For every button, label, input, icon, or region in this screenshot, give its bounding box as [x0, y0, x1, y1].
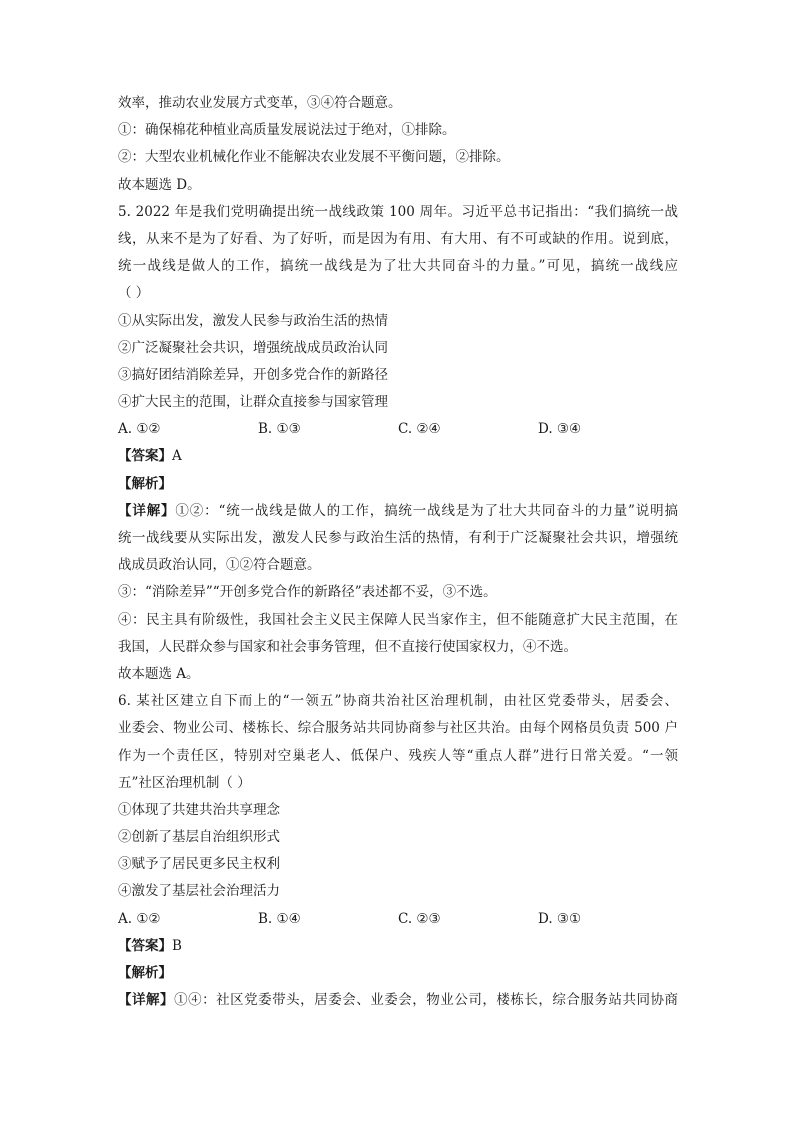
q5-stem-line: 5. 2022 年是我们党明确提出统一战线政策 100 周年。习近平总书记指出：“我们搞统一战	[118, 203, 678, 220]
detail-tag: 【详解】	[118, 502, 176, 519]
q5-stem-line: （ ）	[118, 285, 150, 302]
document-body	[118, 90, 678, 1014]
q6-detail-line	[118, 987, 678, 1014]
q5-statement: ②广泛凝聚社会共识，增强统战成员政治认同	[118, 339, 388, 356]
q5-answer	[118, 443, 678, 470]
q5-statement: ①从实际出发，激发人民参与政治生活的热情	[118, 312, 388, 329]
q5-options	[118, 416, 678, 443]
answer-tag: 【答案】	[118, 937, 172, 954]
q6-stem-line: 6. 某社区建立自下而上的“一领五”协商共治社区治理机制，由社区党委带头，居委会、	[118, 693, 678, 710]
detail-tag: 【详解】	[118, 992, 175, 1009]
text-line: 效率，推动农业发展方式变革，③④符合题意。	[118, 95, 402, 111]
q6-option-b: B. ①④	[258, 910, 301, 927]
q5-statement: ④扩大民主的范围，让群众直接参与国家管理	[118, 394, 388, 411]
q6-analysis-tag: 【解析】	[118, 965, 172, 981]
q6-stem-line: 业委会、物业公司、楼栋长、综合服务站共同协商参与社区共治。由每个网格员负责 500 户	[118, 720, 678, 737]
q6-option-c: C. ②③	[398, 910, 441, 927]
detail-text: ①④：社区党委带头，居委会、业委会，物业公司，楼栋长，综合服务站共同协商	[174, 992, 678, 1009]
answer-value: B	[172, 937, 182, 954]
q5-analysis-tag: 【解析】	[118, 475, 172, 492]
q5-detail-line: 故本题选 A。	[118, 665, 200, 682]
q5-detail-line	[118, 498, 678, 525]
q5-detail-line: ③：“消除差异”“开创多党合作的新路径”表述都不妥，③不选。	[118, 584, 497, 601]
q5-detail-line: 我国，人民群众参与国家和社会事务管理，但不直接行使国家权力，④不选。	[118, 638, 577, 655]
text-line: 故本题选 D。	[118, 176, 201, 193]
q5-stem-line: 线，从来不是为了好看、为了好听，而是因为有用、有大用、有不可或缺的作用。说到底，	[118, 230, 678, 247]
answer-value: A	[172, 448, 182, 465]
q5-option-a: A. ①②	[118, 421, 161, 438]
text-line: ②：大型农业机械化作业不能解决农业发展不平衡问题，②排除。	[118, 149, 510, 166]
q6-statement: ④激发了基层社会治理活力	[118, 883, 280, 900]
q6-answer	[118, 933, 678, 960]
q6-stem-line: 作为一个责任区，特别对空巢老人、低保户、残疾人等“重点人群”进行日常关爱。“一领	[118, 747, 678, 764]
q6-statement: ①体现了共建共治共享理念	[118, 801, 280, 818]
q6-stem-line: 五”社区治理机制（ ）	[118, 774, 251, 791]
q6-option-d: D. ③①	[538, 910, 582, 927]
answer-tag: 【答案】	[118, 448, 172, 465]
text-line: ①：确保棉花种植业高质量发展说法过于绝对，①排除。	[118, 122, 456, 139]
q5-detail-line: 战成员政治认同，①②符合题意。	[118, 557, 321, 574]
detail-text: ①②：“统一战线是做人的工作，搞统一战线是为了壮大共同奋斗的力量”说明搞	[175, 502, 678, 519]
q5-option-b: B. ①③	[258, 421, 301, 438]
q6-options	[118, 906, 678, 933]
q6-option-a: A. ①②	[118, 910, 161, 927]
q6-statement: ③赋予了居民更多民主权利	[118, 856, 280, 873]
q5-option-c: C. ②④	[398, 421, 441, 438]
q5-option-d: D. ③④	[538, 421, 582, 438]
q5-statement: ③搞好团结消除差异，开创多党合作的新路径	[118, 366, 388, 383]
q6-statement: ②创新了基层自治组织形式	[118, 829, 280, 846]
q5-detail-line: 统一战线要从实际出发，激发人民参与政治生活的热情，有利于广泛凝聚社会共识，增强统	[118, 530, 678, 546]
q5-stem-line: 统一战线是做人的工作，搞统一战线是为了壮大共同奋斗的力量。”可见，搞统一战线应	[118, 258, 678, 275]
q5-detail-line: ④：民主具有阶级性，我国社会主义民主保障人民当家作主，但不能随意扩大民主范围，在	[118, 611, 678, 628]
